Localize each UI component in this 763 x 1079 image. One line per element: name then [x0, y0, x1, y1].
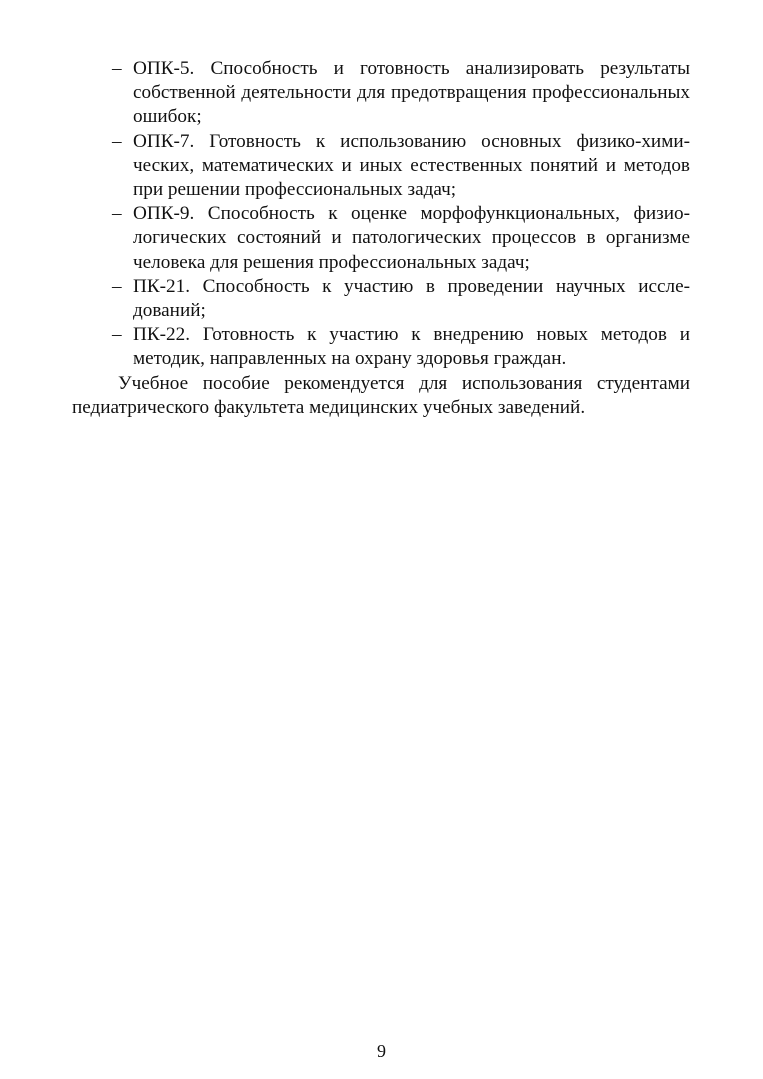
page-number: 9	[377, 1041, 386, 1061]
list-dash: –	[112, 275, 122, 297]
competency-opk-7	[72, 130, 690, 203]
list-dash: –	[112, 58, 122, 79]
competency-text: ПК-22. Готовность к участию к внедрению новых методов и методик, направленных на охрану здоровья граждан.	[133, 324, 690, 370]
competency-text: ОПК-7. Готовность к использованию основных физико-химических, математических и иных естественных понятий и методов при решении профессиональных задач;	[133, 130, 690, 201]
competency-text: ОПК-9. Способность к оценке морфофункциональных, физиологических состояний и патологических процессов в организме человека для решения профессиональных задач;	[133, 203, 690, 273]
competency-text: ОПК-5. Способность и готовность анализировать результаты собственной деятельности для предотвращения профессиональных ошибок;	[133, 58, 690, 128]
list-dash: –	[112, 130, 122, 152]
list-dash: –	[112, 203, 122, 225]
competency-list	[72, 57, 690, 372]
competency-pk-21	[72, 275, 690, 323]
list-dash: –	[112, 324, 122, 346]
competency-text: ПК-21. Способность к участию в проведении научных исследований;	[133, 275, 690, 322]
competency-opk-5	[72, 57, 690, 130]
competency-opk-9	[72, 202, 690, 275]
recommendation-paragraph: Учебное пособие рекомендуется для использования студентами педиатрического факультета медицинских учебных заведений.	[72, 372, 690, 418]
body-text	[72, 57, 690, 420]
competency-pk-22	[72, 323, 690, 371]
